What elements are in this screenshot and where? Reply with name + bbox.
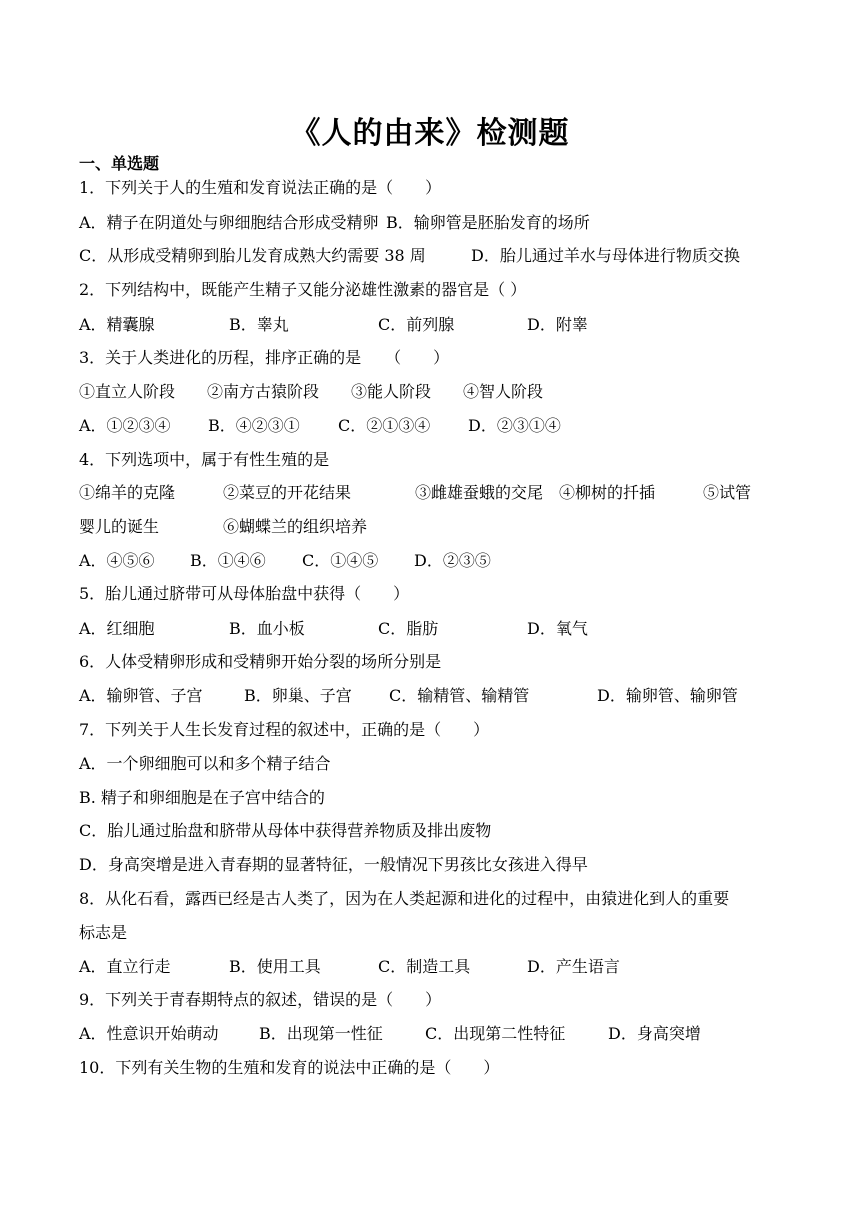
option-d: D．产生语言 <box>527 957 620 976</box>
question-stem: 8．从化石看，露西已经是古人类了，因为在人类起源和进化的过程中，由猿进化到人的重要 <box>79 889 730 908</box>
question-stem: 1．下列关于人的生殖和发育说法正确的是（ ） <box>79 178 442 197</box>
option-a: A．④⑤⑥ <box>79 551 155 570</box>
question-stem: 6．人体受精卵形成和受精卵开始分裂的场所分别是 <box>79 652 442 671</box>
option-c: C．制造工具 <box>378 957 471 976</box>
option-a: A．一个卵细胞可以和多个精子结合 <box>79 754 331 773</box>
question-stem: 10．下列有关生物的生殖和发育的说法中正确的是（ ） <box>79 1058 500 1077</box>
option-c: C．出现第二性特征 <box>425 1024 566 1043</box>
option-b: B．出现第一性征 <box>259 1024 383 1043</box>
question-stem: 2．下列结构中，既能产生精子又能分泌雄性激素的器官是（ ） <box>79 280 527 299</box>
option-d: D．身高突增 <box>608 1024 701 1043</box>
option-c: C．输精管、输精管 <box>389 686 530 705</box>
option-d: D．附睾 <box>527 315 588 334</box>
option-b: B．输卵管是胚胎发育的场所 <box>386 213 590 232</box>
option-b: B. 精子和卵细胞是在子宫中结合的 <box>79 788 325 807</box>
option-c: C．前列腺 <box>378 315 455 334</box>
option-b: B．④②③① <box>208 416 300 435</box>
option-b: B．睾丸 <box>229 315 289 334</box>
option-d: D．②③①④ <box>468 416 561 435</box>
option-d: D．②③⑤ <box>414 551 491 570</box>
option-a: A．精囊腺 <box>79 315 155 334</box>
option-a: A．输卵管、子宫 <box>79 686 203 705</box>
option-d: D．氧气 <box>527 619 588 638</box>
option-d: D．身高突增是进入青春期的显著特征，一般情况下男孩比女孩进入得早 <box>79 855 588 874</box>
option-a: A．①②③④ <box>79 416 171 435</box>
question-stem: 7．下列关于人生长发育过程的叙述中，正确的是（ ） <box>79 720 490 739</box>
option-c: C．胎儿通过胎盘和脐带从母体中获得营养物质及排出废物 <box>79 821 492 840</box>
question-items: ①绵羊的克隆 ②菜豆的开花结果 ③雌雄蚕蛾的交尾 ④柳树的扦插 ⑤试管 <box>79 483 752 502</box>
option-b: B．①④⑥ <box>190 551 266 570</box>
option-d: D．输卵管、输卵管 <box>597 686 738 705</box>
option-c: C．②①③④ <box>338 416 431 435</box>
option-b: B．卵巢、子宫 <box>244 686 352 705</box>
option-a: A．性意识开始萌动 <box>79 1024 219 1043</box>
question-stem: 3．关于人类进化的历程，排序正确的是 （ ） <box>79 348 450 367</box>
option-a: A．直立行走 <box>79 957 171 976</box>
question-stem: 5．胎儿通过脐带可从母体胎盘中获得（ ） <box>79 584 410 603</box>
option-a: A．精子在阴道处与卵细胞结合形成受精卵 <box>79 213 379 232</box>
question-items: 婴儿的诞生 ⑥蝴蝶兰的组织培养 <box>79 517 368 536</box>
question-stem: 4．下列选项中，属于有性生殖的是 <box>79 450 330 469</box>
question-items: ①直立人阶段 ②南方古猿阶段 ③能人阶段 ④智人阶段 <box>79 382 544 401</box>
option-c: C．从形成受精卵到胎儿发育成熟大约需要 38 周 <box>79 246 426 265</box>
option-c: C．脂肪 <box>378 619 439 638</box>
option-d: D．胎儿通过羊水与母体进行物质交换 <box>471 246 740 265</box>
option-b: B．血小板 <box>229 619 305 638</box>
option-a: A．红细胞 <box>79 619 155 638</box>
question-stem: 9．下列关于青春期特点的叙述，错误的是（ ） <box>79 990 442 1009</box>
option-b: B．使用工具 <box>229 957 321 976</box>
question-stem-continued: 标志是 <box>79 923 128 942</box>
page-title: 《人的由来》检测题 <box>290 116 570 151</box>
section-heading: 一、单选题 <box>79 154 160 173</box>
option-c: C．①④⑤ <box>302 551 379 570</box>
